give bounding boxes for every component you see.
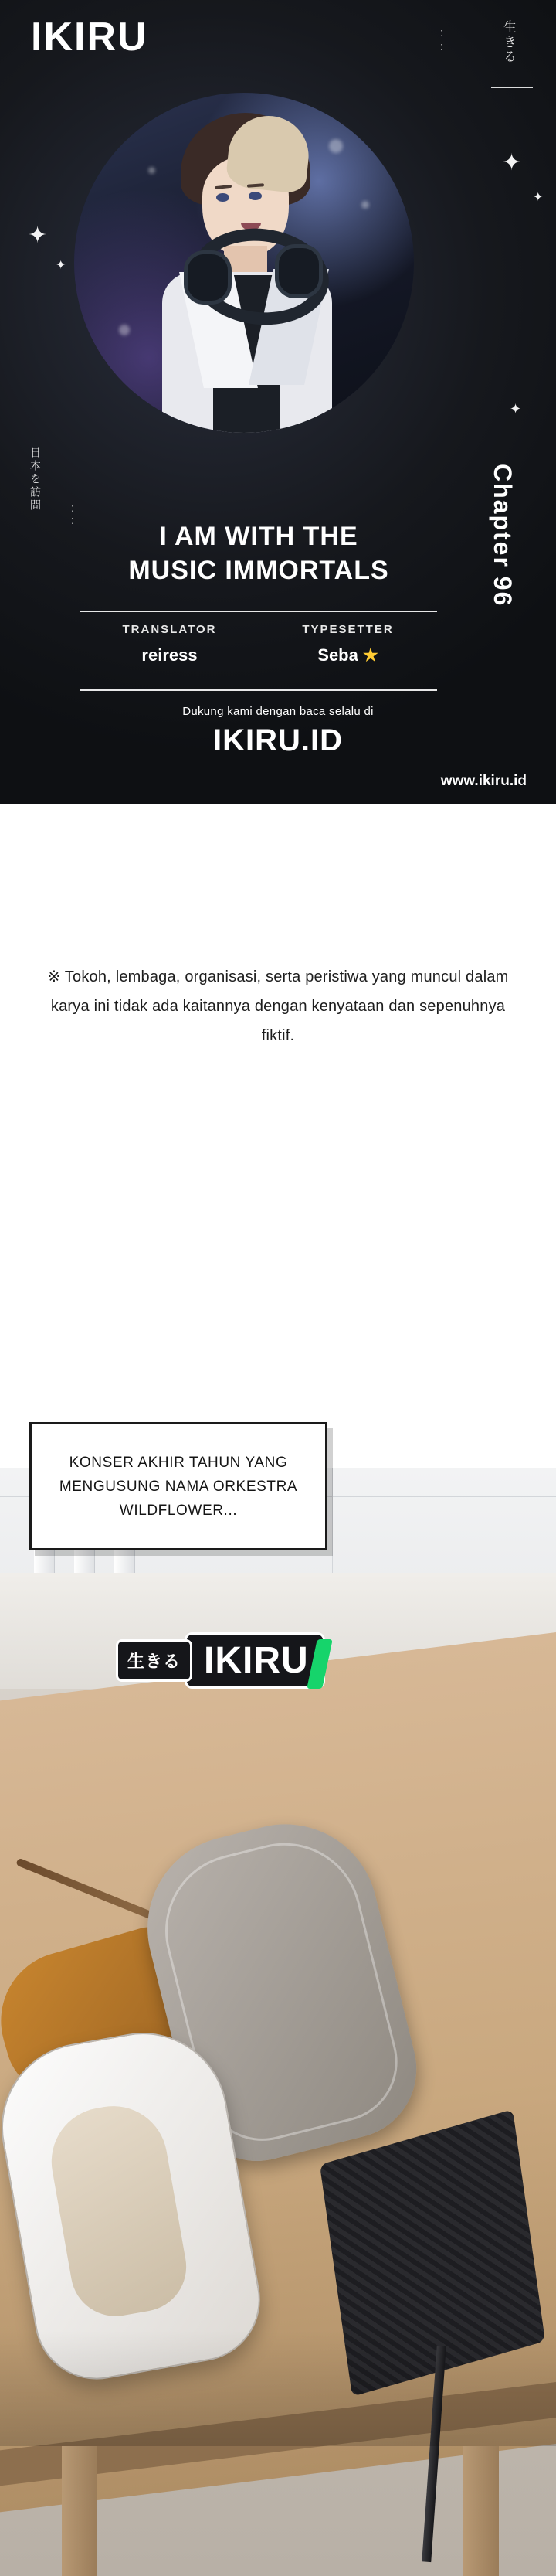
series-title-line-2: MUSIC IMMORTALS: [128, 556, 389, 585]
watermark-brand: IKIRU: [204, 1639, 309, 1681]
decorative-dots-left: : :: [71, 502, 75, 527]
divider-top-right: [491, 87, 533, 88]
headphone-cup-right: [275, 244, 323, 298]
japanese-vertical-text-left: 日本を訪問: [29, 447, 42, 512]
headphone-cup-left: [184, 250, 232, 305]
sparkle-icon: ✦: [533, 191, 544, 204]
credit-name-value: reiress: [141, 645, 198, 665]
sparkle-icon: ✦: [56, 259, 66, 272]
comic-panel-2: [0, 1573, 556, 2576]
sparkle-icon: ✦: [510, 401, 522, 417]
divider-credits-bottom: [80, 689, 437, 691]
character-illustration: [158, 113, 335, 433]
cover-artwork: [74, 93, 414, 433]
site-name-large: IKIRU.ID: [213, 723, 343, 757]
sparkle-icon: ✦: [28, 223, 48, 248]
credits-banner: [0, 0, 556, 804]
chapter-label: Chapter 96: [489, 464, 517, 607]
watermark-text: [185, 1632, 325, 1689]
bokeh-dot: [148, 167, 155, 174]
support-message: Dukung kami dengan baca selalu di: [182, 705, 374, 718]
credits-row: [80, 623, 437, 665]
credit-name-value: [259, 645, 437, 665]
disclaimer-section: [0, 804, 556, 1314]
table-leg: [62, 2446, 97, 2576]
divider-credits-top: [80, 611, 437, 612]
eye-left: [216, 193, 229, 202]
series-title-line-1: I AM WITH THE: [159, 522, 358, 551]
bokeh-dot: [361, 201, 369, 209]
credit-typesetter: [259, 623, 437, 665]
japanese-vertical-text-top: 生きる: [501, 20, 516, 64]
watermark-japanese: 生きる: [116, 1639, 192, 1682]
star-icon: ★: [362, 645, 378, 665]
credit-role-label: TYPESETTER: [302, 623, 394, 636]
table-leg: [463, 2446, 499, 2576]
credit-translator: [80, 623, 259, 665]
sparkle-icon: ✦: [502, 150, 522, 175]
watermark-accent-bar: [307, 1639, 333, 1689]
disclaimer-text: ※ Tokoh, lembaga, organisasi, serta peristiwa yang muncul dalam karya ini tidak ada kaitannya dengan kenyataan dan sepenuhnya fiktif.: [47, 968, 509, 1044]
panel-shadow: [0, 2330, 556, 2446]
speech-bubble: [29, 1422, 327, 1550]
brand-logo: IKIRU: [31, 15, 148, 60]
eye-right: [249, 192, 262, 200]
credit-name-text: Seba: [317, 645, 358, 665]
bokeh-dot: [119, 325, 130, 335]
decorative-dots-top: : :: [440, 26, 445, 53]
watermark-logo: [116, 1627, 448, 1693]
speech-bubble-text: KONSER AKHIR TAHUN YANG MENGUSUNG NAMA ORKESTRA WILDFLOWER...: [59, 1454, 298, 1519]
site-url: www.ikiru.id: [440, 773, 527, 789]
credit-role-label: TRANSLATOR: [122, 623, 217, 636]
series-title: [85, 519, 432, 587]
